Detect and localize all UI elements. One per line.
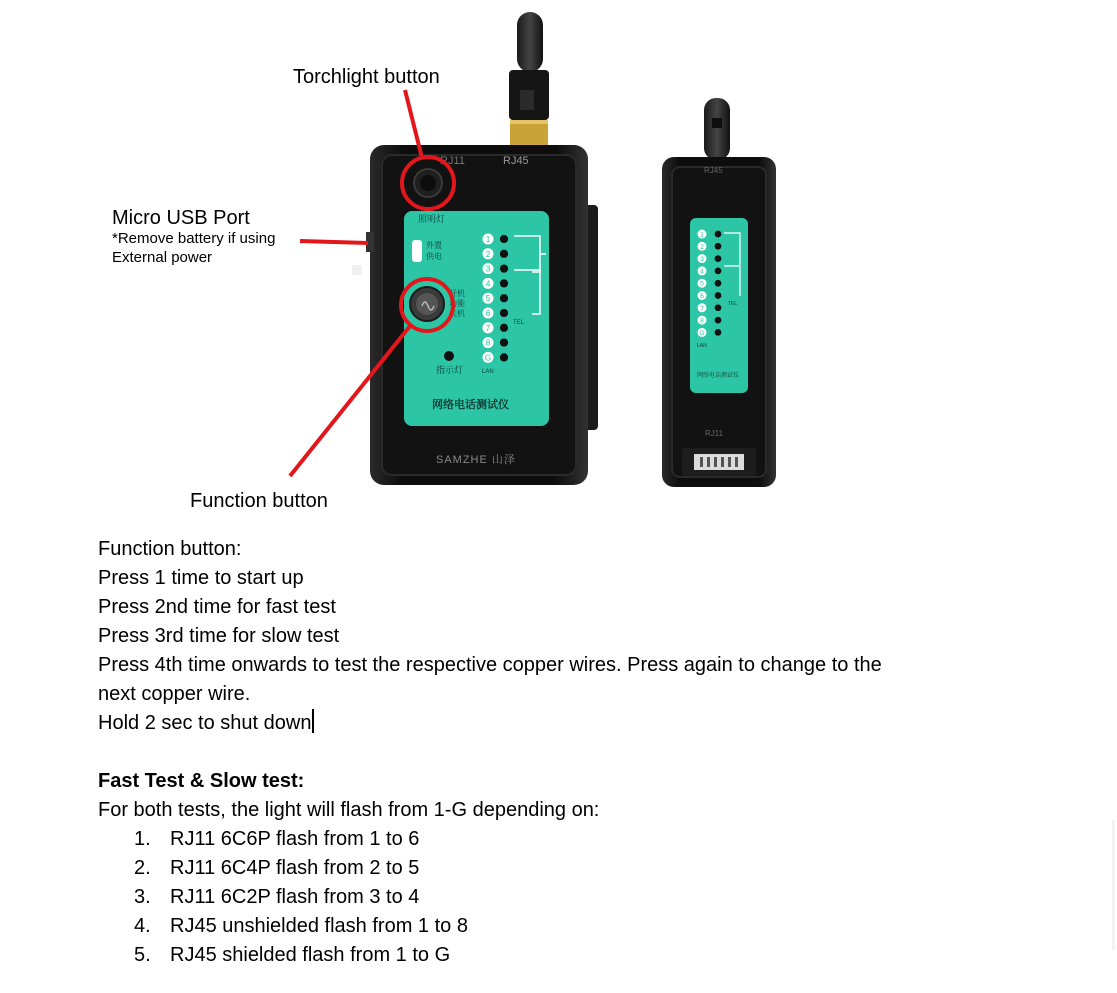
led-number-label: 7 xyxy=(485,323,491,333)
led-number-label: 6 xyxy=(485,309,491,319)
blank-line xyxy=(98,738,998,767)
led-number-label: 3 xyxy=(700,256,704,264)
list-item-text: RJ11 6C4P flash from 2 to 5 xyxy=(170,857,420,879)
list-item-number: 5. xyxy=(134,944,151,966)
svg-text:网络电话测试仪: 网络电话测试仪 xyxy=(697,373,740,379)
svg-text:指示灯: 指示灯 xyxy=(436,365,464,375)
list-item xyxy=(98,825,998,854)
function-heading: Function button: xyxy=(98,538,242,560)
led-indicator xyxy=(500,264,508,272)
led-number-label: 4 xyxy=(485,279,491,289)
list-item-number: 1. xyxy=(134,828,151,850)
led-indicator xyxy=(715,268,722,275)
svg-text:RJ45: RJ45 xyxy=(704,166,723,175)
function-button-label: Function button xyxy=(190,490,328,512)
led-number-label: 5 xyxy=(485,294,491,304)
led-number-label: 8 xyxy=(700,317,704,325)
tests-heading: Fast Test & Slow test: xyxy=(98,770,305,792)
usb-callout-line xyxy=(300,241,368,243)
led-indicator xyxy=(500,235,508,243)
led-number-label: 6 xyxy=(700,292,704,300)
page-edge-mark xyxy=(1112,820,1115,950)
led-indicator xyxy=(500,294,508,302)
led-indicator xyxy=(715,255,722,262)
instruction-line-2: Press 2nd time for fast test xyxy=(98,596,336,618)
led-indicator xyxy=(715,317,722,324)
svg-text:RJ11: RJ11 xyxy=(440,155,465,167)
led-number-label: G xyxy=(699,329,705,337)
instruction-line-3: Press 3rd time for slow test xyxy=(98,625,340,647)
led-number-label: 8 xyxy=(485,338,491,348)
led-indicator xyxy=(715,231,722,238)
list-item xyxy=(98,912,998,941)
list-item-number: 4. xyxy=(134,915,151,937)
svg-text:功能: 功能 xyxy=(449,299,465,308)
led-indicator xyxy=(500,338,508,346)
led-number-label: 5 xyxy=(700,280,704,288)
text-cursor xyxy=(312,709,314,733)
list-item-text: RJ45 unshielded flash from 1 to 8 xyxy=(170,915,468,937)
led-indicator xyxy=(715,304,722,311)
led-indicator xyxy=(500,309,508,317)
led-indicator xyxy=(500,279,508,287)
list-item xyxy=(98,854,998,883)
instruction-line-5: next copper wire. xyxy=(98,683,251,705)
led-indicator xyxy=(715,243,722,250)
shutdown-text: Hold 2 sec to shut down xyxy=(98,712,312,734)
instruction-line-1: Press 1 time to start up xyxy=(98,567,304,589)
micro-usb-note-1: *Remove battery if using xyxy=(112,230,276,247)
instructions-document[interactable] xyxy=(98,535,998,970)
list-item xyxy=(98,941,998,970)
led-indicator xyxy=(715,280,722,287)
svg-text:关机: 关机 xyxy=(449,309,465,318)
instruction-line-4: Press 4th time onwards to test the respective copper wires. Press again to change to the xyxy=(98,654,882,676)
led-indicator xyxy=(715,329,722,336)
tests-list xyxy=(98,825,998,970)
led-number-label: 1 xyxy=(485,235,491,245)
svg-text:LAN: LAN xyxy=(482,369,494,375)
svg-text:RJ11: RJ11 xyxy=(705,429,724,438)
list-item xyxy=(98,883,998,912)
led-indicator xyxy=(500,250,508,258)
micro-usb-note-2: External power xyxy=(112,249,213,266)
led-number-label: 2 xyxy=(485,249,491,259)
led-indicator xyxy=(715,292,722,299)
micro-usb-title: Micro USB Port xyxy=(112,207,250,229)
svg-text:LAN: LAN xyxy=(697,343,707,349)
list-item-number: 3. xyxy=(134,886,151,908)
led-number-label: G xyxy=(484,353,492,363)
svg-text:外置: 外置 xyxy=(426,241,442,250)
led-number-label: 1 xyxy=(700,231,704,239)
micro-usb-callout xyxy=(112,207,275,267)
svg-text:TEL: TEL xyxy=(728,301,738,307)
led-number-label: 4 xyxy=(700,268,704,276)
led-indicator xyxy=(500,324,508,332)
list-item-number: 2. xyxy=(134,857,151,879)
svg-text:照明灯: 照明灯 xyxy=(418,214,446,224)
svg-text:TEL: TEL xyxy=(513,320,525,326)
svg-text:SAMZHE 山泽: SAMZHE 山泽 xyxy=(436,454,516,466)
led-number-label: 7 xyxy=(700,305,704,313)
led-indicator xyxy=(500,353,508,361)
led-number-label: 2 xyxy=(700,243,704,251)
svg-text:网络电话测试仪: 网络电话测试仪 xyxy=(432,399,509,411)
led-number-label: 3 xyxy=(485,264,491,274)
svg-text:RJ45: RJ45 xyxy=(503,155,529,167)
svg-text:开机: 开机 xyxy=(449,289,465,298)
tests-intro: For both tests, the light will flash from 1-G depending on: xyxy=(98,799,600,821)
remote-unit xyxy=(662,98,776,487)
list-item-text: RJ11 6C2P flash from 3 to 4 xyxy=(170,886,420,908)
svg-text:供电: 供电 xyxy=(426,252,442,261)
torchlight-button-label: Torchlight button xyxy=(293,66,440,88)
list-item-text: RJ45 shielded flash from 1 to G xyxy=(170,944,451,966)
instruction-line-6 xyxy=(98,709,998,738)
list-item-text: RJ11 6C6P flash from 1 to 6 xyxy=(170,828,420,850)
